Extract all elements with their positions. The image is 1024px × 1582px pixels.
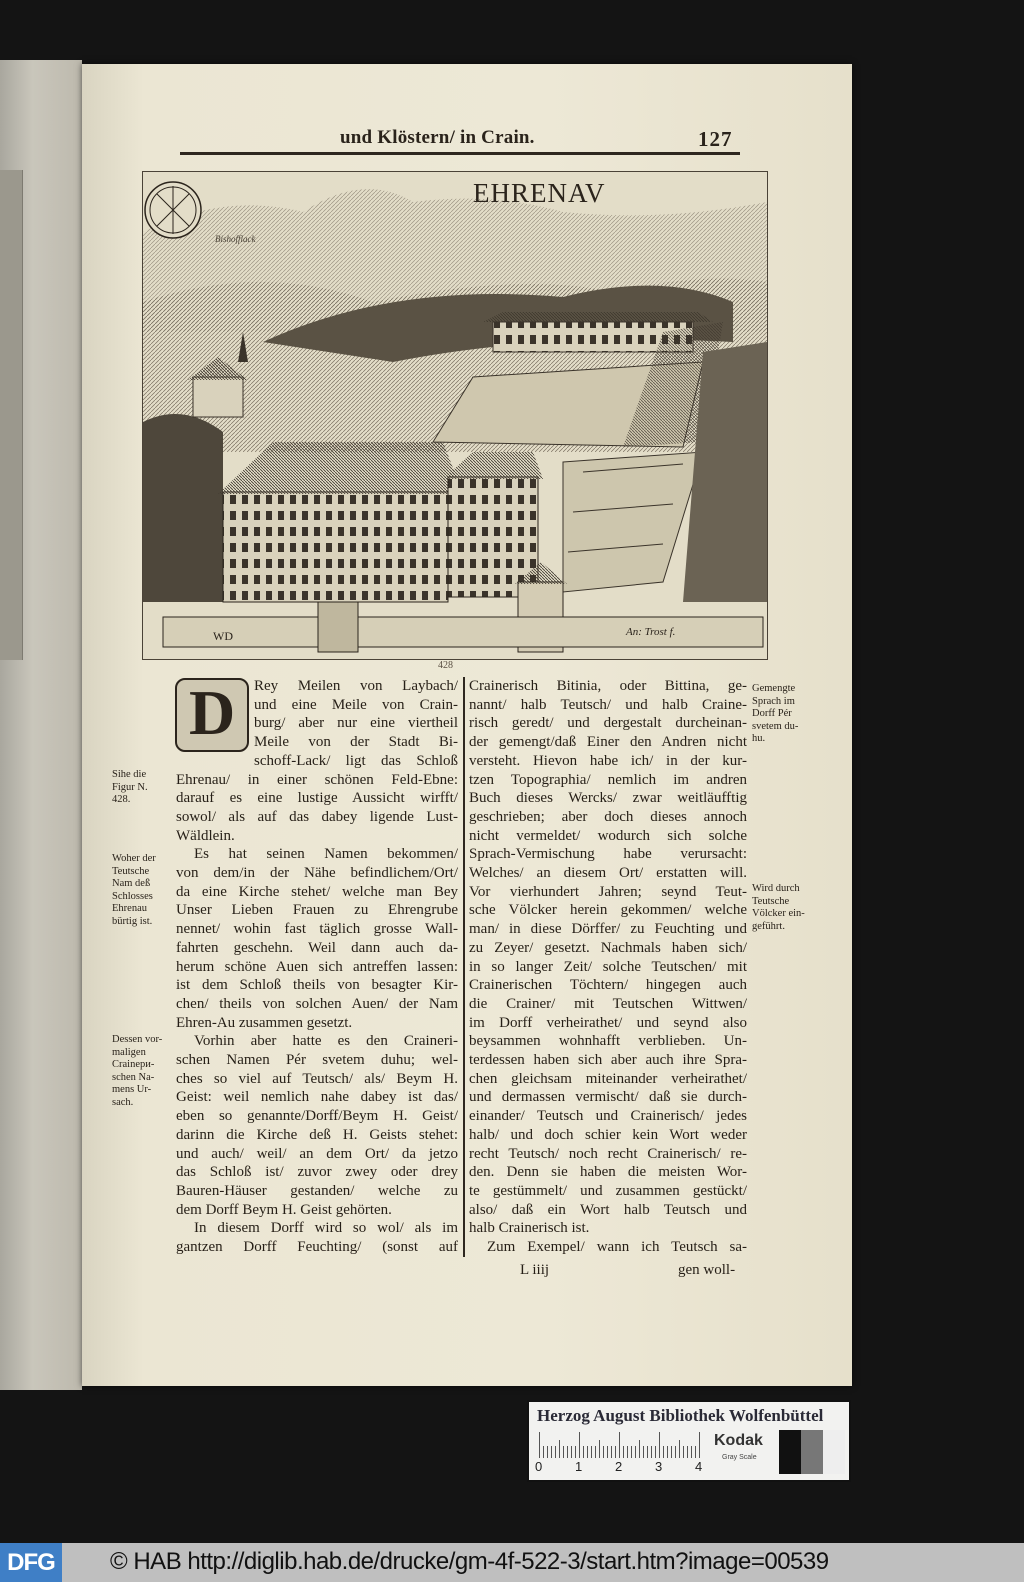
text-line: halb Crainerisch ist.	[469, 1220, 590, 1237]
tree-line-left	[143, 414, 223, 602]
text-line: Crainerisch Bitinia, oder Bittina, ge-	[469, 678, 747, 694]
text-line: Crainerischen Töchtern/ hingegen auch	[469, 977, 747, 994]
header-rule	[180, 152, 740, 155]
ruler-tick	[615, 1446, 616, 1458]
text-line: tzen Topographia/ nemlich im andren	[469, 771, 747, 788]
previous-page-plate-edge	[0, 170, 23, 660]
text-line: Zum Exempel/ wann ich Teutsch sa-	[487, 1239, 747, 1256]
margin-note	[112, 1034, 162, 1110]
ruler-tick	[619, 1432, 620, 1458]
text-line: sche Völcker herein gekommen/ welche	[469, 902, 747, 919]
margin-note-line: hu.	[752, 733, 766, 745]
text-line: von dem/in der Nähe befindlichem/Ort/	[176, 865, 458, 882]
ruler-tick	[575, 1446, 576, 1458]
margin-note-line: sach.	[112, 1096, 134, 1108]
footer-bar	[0, 1543, 1024, 1582]
margin-note-line: Völcker ein-	[752, 908, 805, 920]
text-line: schen Namen Pér svetem duhu; wel-	[176, 1052, 458, 1069]
margin-note	[112, 769, 148, 807]
engraving-ehrenau	[142, 171, 768, 660]
ruler-tick	[539, 1432, 540, 1458]
text-column-right	[463, 677, 747, 1257]
margin-note-line: geführt.	[752, 920, 785, 932]
text-line: chen/ theils von solchen Auen/ der Nam	[176, 995, 458, 1012]
ruler-tick	[667, 1446, 668, 1458]
text-line: Unser Lieben Frauen zu Ehrengrube	[176, 902, 458, 919]
text-line: chen gleichsam miteinander verheirathet/	[469, 1070, 747, 1087]
ruler-tick	[599, 1440, 600, 1458]
text-line: nannt/ halb Teutsch/ und halb Craine-	[469, 696, 747, 713]
plate-number: 428	[438, 660, 453, 671]
ruler-tick	[611, 1446, 612, 1458]
text-line: In diesem Dorff wird so wol/ als im	[194, 1220, 458, 1237]
margin-note-line: bürtig ist.	[112, 915, 153, 927]
artist-signature: An: Trost f.	[626, 626, 676, 638]
margin-note-line: Dessen vor-	[112, 1034, 163, 1045]
ruler-scale	[535, 1432, 709, 1474]
ruler-tick	[627, 1446, 628, 1458]
ruler-number: 2	[615, 1459, 623, 1474]
margin-note-line: Sihe die	[112, 769, 147, 780]
color-reference-card	[527, 1400, 851, 1482]
text-line: zu Zeyer/ gesetzt. Nachmals haben sich/	[469, 939, 747, 956]
text-line: man/ in diese Dörffer/ zu Feuchting und	[469, 921, 747, 938]
gray-patches	[779, 1430, 845, 1474]
text-line: dem Dorff Beym H. Geist gehörten.	[176, 1201, 392, 1218]
ruler-tick	[583, 1446, 584, 1458]
ruler-tick	[687, 1446, 688, 1458]
ruler-tick	[587, 1446, 588, 1458]
text-line: Buch dieses Wercks/ zwar weitläufftig	[469, 790, 747, 807]
text-line: und dermassen vermischt/ daß sie durch-	[469, 1089, 747, 1106]
ruler-tick	[591, 1446, 592, 1458]
catchword: gen woll-	[678, 1262, 736, 1278]
gray-patch	[801, 1430, 823, 1474]
margin-note-line: Gemengte	[752, 683, 796, 694]
ruler-tick	[607, 1446, 608, 1458]
ruler-tick	[679, 1440, 680, 1458]
text-line: Geist: weil nemlich nahe dabey ist das/	[176, 1089, 458, 1106]
margin-note-line: Sprach im	[752, 695, 795, 707]
ruler-tick	[631, 1446, 632, 1458]
gray-patch	[823, 1430, 845, 1474]
dfg-logo: DFG	[0, 1543, 62, 1582]
text-line: einander/ Teutsch und Crainerisch/ jedes	[469, 1108, 747, 1125]
text-line: fahrten geschehn. Weil dann auch da-	[176, 939, 458, 956]
ruler-tick	[643, 1446, 644, 1458]
running-head: und Klöstern/ in Crain.	[340, 127, 535, 148]
ruler-number: 3	[655, 1459, 663, 1474]
margin-note-line: svetem du-	[752, 720, 799, 732]
engraving-title: EHRENAV	[473, 178, 606, 208]
ruler-tick	[563, 1446, 564, 1458]
margin-note-line: Crainери-	[112, 1059, 155, 1071]
engraving-illustration	[143, 172, 767, 659]
ruler-tick	[639, 1440, 640, 1458]
page-number: 127	[698, 127, 733, 151]
ruler-tick	[663, 1446, 664, 1458]
text-line: und eine Meile von Crain-	[254, 696, 458, 713]
margin-note-line: Dorff Pér	[752, 708, 792, 720]
text-line: und auch/ weil/ an dem Ort/ da jetzo	[176, 1145, 458, 1162]
ruler-tick	[675, 1446, 676, 1458]
text-line: Ehrenau/ in einer schönen Feld-Ebne:	[176, 771, 458, 788]
text-line: Wäldlein.	[176, 827, 235, 844]
text-line: terdessen haben sich aber auch ihre Spra-	[469, 1052, 747, 1069]
text-line: darinn die Kirche deß H. Geists stehet:	[176, 1126, 458, 1143]
text-line: eben so genannte/Dorff/Beym H. Geist/	[176, 1108, 458, 1125]
signature-mark: L iiij	[520, 1262, 550, 1278]
text-line: recht Teutsch/ noch recht Crainerisch/ re-	[469, 1145, 747, 1162]
ruler-tick	[579, 1432, 580, 1458]
text-line: den. Denn sie haben die meisten Wor-	[469, 1164, 747, 1181]
margin-note-line: 428.	[112, 794, 131, 806]
ruler-tick	[559, 1440, 560, 1458]
text-line: te gestümmelt/ und zusammen gestückt/	[469, 1182, 747, 1199]
ruler-tick	[547, 1446, 548, 1458]
text-line: Sprach-Vermischung habe verursacht:	[469, 846, 747, 863]
text-line: risch geredt/ und dergestalt durcheinan-	[469, 715, 747, 732]
ruler-tick	[699, 1432, 700, 1458]
ruler-tick	[651, 1446, 652, 1458]
ruler-number: 4	[695, 1459, 703, 1474]
text-line: die Crainer/ mit Teutschen Wittwen/	[469, 995, 747, 1012]
margin-note-line: Woher der	[112, 853, 156, 864]
text-line: Vor vierhundert Jahren; seynd Teut-	[469, 883, 747, 900]
ruler-tick	[555, 1446, 556, 1458]
margin-note	[112, 853, 156, 929]
gray-patch	[779, 1430, 801, 1474]
ruler-tick	[603, 1446, 604, 1458]
ruler-tick	[659, 1432, 660, 1458]
margin-note-line: Schlosses	[112, 890, 153, 902]
text-line: halb/ und doch schier kein Wort weder	[469, 1126, 747, 1143]
ruler-tick	[635, 1446, 636, 1458]
text-line: sowol/ als auf das dabey ligende Lust-	[176, 808, 458, 825]
text-line: das Schloß ist/ zuvor zwey oder drey	[176, 1164, 458, 1181]
text-line: herum schöne Auen sich antreffen lassen:	[176, 958, 458, 975]
ruler-tick	[647, 1446, 648, 1458]
text-line: nennet/ wohin fast täglich grosse Wall-	[176, 921, 458, 938]
margin-note-line: Teutsche	[752, 895, 790, 907]
text-line: ist dem Schloß theils von besagter Kir-	[176, 977, 458, 994]
margin-note	[752, 683, 798, 746]
margin-note-line: Wird durch	[752, 883, 800, 894]
ruler-tick	[683, 1446, 684, 1458]
text-line: da eine Kirche stehet/ welche man Bey	[176, 883, 458, 900]
ruler-number: 0	[535, 1459, 543, 1474]
text-line: Ehren-Au zusammen gesetzt.	[176, 1014, 353, 1031]
text-line: Es hat seinen Namen bekommen/	[194, 846, 458, 863]
text-line: also/ daß ein Wort halb Teutsch und	[469, 1201, 747, 1218]
drop-cap-letter: D	[189, 677, 236, 748]
text-line: Welches/ an diesem Ort/ erstatten will.	[469, 865, 747, 882]
text-line: burg/ aber nur eine viertheil	[254, 715, 458, 732]
text-line: im Dorff verheirathet/ und seynd also	[469, 1014, 747, 1031]
ruler-tick	[543, 1446, 544, 1458]
text-line: nicht vermeldet/ wodurch sich solche	[469, 827, 747, 844]
margin-note-line: Figur N.	[112, 781, 148, 793]
margin-note	[752, 883, 805, 933]
text-line: beysammen wohnhafft verblieben. Un-	[469, 1033, 747, 1050]
ruler-tick	[623, 1446, 624, 1458]
garden-parterre	[563, 452, 703, 592]
castle-main-block	[223, 492, 448, 602]
text-line: gantzen Dorff Feuchting/ (sonst auf	[176, 1239, 458, 1256]
margin-note-line: Teutsche	[112, 865, 150, 877]
text-line: schoff-Lack/ ligt das Schloß	[254, 752, 458, 769]
text-line: versteht. Hievon habe ich/ in der kur-	[469, 752, 747, 769]
compass-seal-icon	[145, 182, 201, 238]
text-line: Vorhin aber hatte es den Craineri-	[194, 1033, 458, 1050]
ruler-tick	[595, 1446, 596, 1458]
margin-note-line: mens Ur-	[112, 1084, 152, 1096]
text-line: Bauren-Häuser gestanden/ welche zu	[176, 1182, 458, 1199]
ruler-tick	[655, 1446, 656, 1458]
card-title: Herzog August Bibliothek Wolfenbüttel	[537, 1406, 824, 1425]
margin-note-line: Ehrenau	[112, 903, 147, 915]
margin-note-line: maligen	[112, 1046, 146, 1058]
ruler-tick	[695, 1446, 696, 1458]
kodak-brand: Kodak	[714, 1432, 763, 1449]
engraver-monogram: WD	[213, 629, 233, 643]
chapel	[193, 377, 243, 417]
ruler-tick	[551, 1446, 552, 1458]
text-line: geschrieben; aber doch dieses annoch	[469, 808, 747, 825]
text-line: in so langer Zeit/ solche Teutschen/ mit	[469, 958, 747, 975]
copyright-link[interactable]: © HAB http://diglib.hab.de/drucke/gm-4f-522-3/start.htm?image=00539	[110, 1548, 829, 1575]
text-column-left	[176, 677, 458, 1257]
place-label: Bishofflack	[215, 234, 256, 244]
ruler-tick	[571, 1446, 572, 1458]
margin-note-line: Nam deß	[112, 878, 151, 890]
text-line: Rey Meilen von Laybach/	[254, 678, 458, 694]
margin-note-line: schen Na-	[112, 1071, 155, 1083]
ruler-number: 1	[575, 1459, 583, 1474]
text-line: Meile von der Stadt Bi-	[254, 734, 458, 751]
text-line: der gemengt/daß Einer den Andren nicht	[469, 734, 747, 751]
ruler-tick	[671, 1446, 672, 1458]
gray-scale-label: Gray Scale	[722, 1454, 757, 1461]
ruler-tick	[691, 1446, 692, 1458]
ruler-tick	[567, 1446, 568, 1458]
text-line: ches so viel auf Teutsch/ als/ Beym H.	[176, 1070, 458, 1087]
text-line: darauf es eine lustige Aussicht wirfft/	[176, 790, 458, 807]
